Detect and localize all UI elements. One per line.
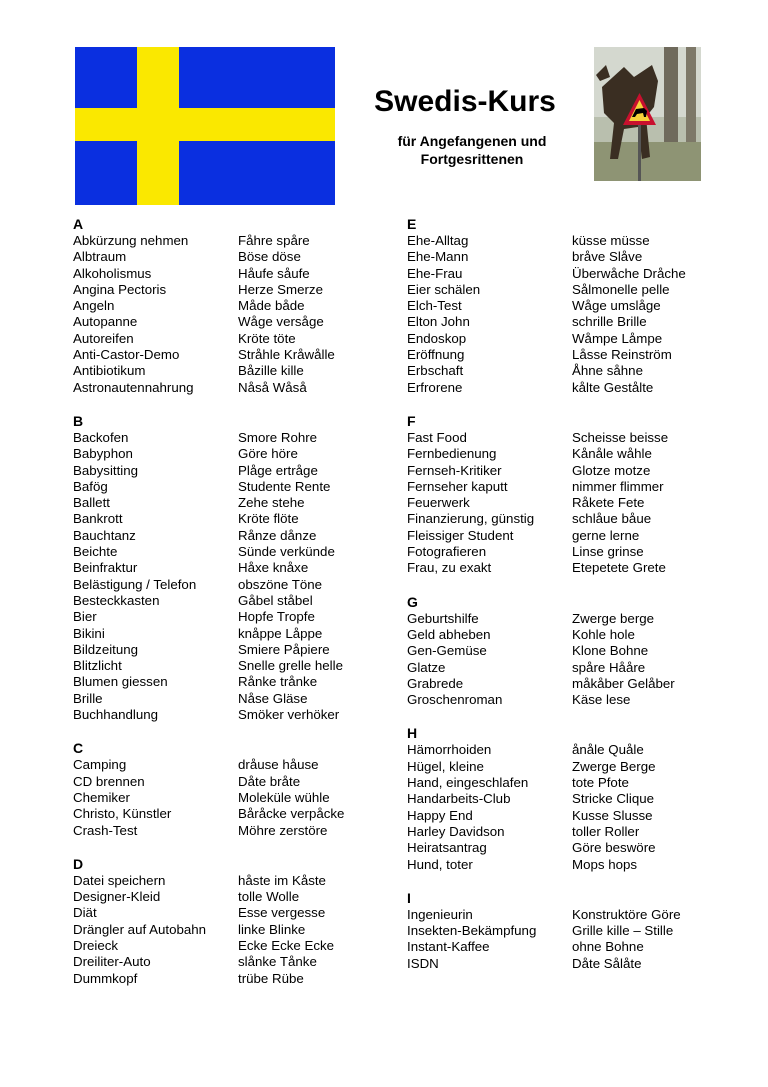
vocab-entry (407, 347, 707, 363)
german-term: Elton John (407, 314, 470, 330)
vocab-entry (73, 922, 373, 938)
letter-section (407, 890, 707, 972)
german-term: Ehe-Mann (407, 249, 469, 265)
vocab-entry (73, 626, 373, 642)
swedish-parody-term: Dåte bråte (238, 773, 301, 789)
section-letter-heading: C (73, 740, 84, 757)
swedish-parody-term: Göre beswöre (572, 840, 656, 856)
german-term: Glatze (407, 659, 446, 675)
vocab-entry (73, 560, 373, 576)
swedish-parody-term: Stråhle Kråwålle (238, 347, 335, 363)
vocab-entry (407, 430, 707, 446)
german-term: Autopanne (73, 314, 138, 330)
vocab-entry (73, 249, 373, 265)
vocab-entry (407, 759, 707, 775)
section-letter-heading: F (407, 412, 416, 429)
letter-section (73, 216, 373, 396)
german-term: Datei speichern (73, 872, 166, 888)
german-term: Fleissiger Student (407, 527, 514, 543)
german-term: Alkoholismus (73, 265, 152, 281)
german-term: Dreieck (73, 937, 119, 953)
german-term: Diät (73, 905, 97, 921)
vocab-entry (407, 528, 707, 544)
vocab-entry (407, 282, 707, 298)
page-title: Swedis-Kurs (374, 85, 556, 118)
vocab-entry (73, 774, 373, 790)
vocab-entry (407, 331, 707, 347)
swedish-parody-term: nimmer flimmer (572, 478, 664, 494)
swedish-parody-term: Måde både (238, 298, 305, 314)
vocab-entry (73, 479, 373, 495)
section-letter-heading: D (73, 855, 84, 872)
swedish-parody-term: Kusse Slusse (572, 807, 653, 823)
swedish-parody-term: trübe Rübe (238, 970, 304, 986)
vocab-entry (73, 873, 373, 889)
vocab-entry (73, 314, 373, 330)
swedish-parody-term: Stricke Clique (572, 791, 655, 807)
german-term: Antibiotikum (73, 363, 146, 379)
vocab-entry (73, 905, 373, 921)
swedish-parody-term: Dåte Sålåte (572, 955, 642, 971)
vocabulary-column-right (407, 216, 707, 972)
german-term: Ballett (73, 495, 110, 511)
german-term: Hügel, kleine (407, 758, 484, 774)
german-term: Crash-Test (73, 822, 138, 838)
german-term: Buchhandlung (73, 707, 159, 723)
swedish-parody-term: linke Blinke (238, 921, 306, 937)
german-term: Elch-Test (407, 298, 462, 314)
vocab-entry (73, 233, 373, 249)
swedish-parody-term: tolle Wolle (238, 889, 300, 905)
vocab-entry (407, 643, 707, 659)
swedish-parody-term: Nåse Gläse (238, 690, 308, 706)
german-term: Christo, Künstler (73, 806, 172, 822)
german-term: Fast Food (407, 429, 467, 445)
german-term: Bauchtanz (73, 527, 136, 543)
vocab-entry (407, 840, 707, 856)
german-term: Frau, zu exakt (407, 560, 492, 576)
swedish-parody-term: Sålmonelle pelle (572, 281, 670, 297)
swedish-parody-term: spåre Hååre (572, 659, 646, 675)
vocab-entry (73, 380, 373, 396)
vocab-entry (407, 249, 707, 265)
swedish-parody-term: Zehe stehe (238, 495, 305, 511)
vocab-entry (73, 971, 373, 987)
page-subtitle: für Angefangenen und Fortgesrittenen (397, 133, 547, 167)
vocab-entry (407, 907, 707, 923)
swedish-parody-term: Smiere Påpiere (238, 641, 330, 657)
german-term: Gen-Gemüse (407, 643, 487, 659)
swedish-parody-term: bråve Slåve (572, 249, 643, 265)
german-term: Bildzeitung (73, 641, 139, 657)
vocab-entry (407, 676, 707, 692)
letter-section (407, 216, 707, 396)
vocab-entry (73, 446, 373, 462)
vocab-entry (73, 609, 373, 625)
vocab-entry (73, 642, 373, 658)
swedish-parody-term: kålte Gestålte (572, 379, 654, 395)
german-term: Bier (73, 609, 97, 625)
letter-section (73, 740, 373, 838)
german-term: Designer-Kleid (73, 889, 161, 905)
swedish-parody-term: Käse lese (572, 692, 631, 708)
swedish-parody-term: Scheisse beisse (572, 429, 669, 445)
swedish-parody-term: toller Roller (572, 823, 640, 839)
swedish-parody-term: Sünde verkünde (238, 544, 335, 560)
german-term: Dreiliter-Auto (73, 954, 151, 970)
letter-section (407, 413, 707, 577)
swedish-parody-term: Rånke trånke (238, 674, 318, 690)
swedish-parody-term: Nåså Wåså (238, 379, 307, 395)
german-term: Belästigung / Telefon (73, 576, 197, 592)
vocab-entry (407, 479, 707, 495)
section-letter-heading: I (407, 889, 411, 906)
vocab-entry (73, 463, 373, 479)
vocab-entry (407, 923, 707, 939)
vocab-entry (73, 544, 373, 560)
swedish-parody-term: gerne lerne (572, 527, 640, 543)
german-term: Fotografieren (407, 544, 487, 560)
german-term: Endoskop (407, 330, 467, 346)
german-term: Backofen (73, 429, 129, 445)
vocab-entry (407, 627, 707, 643)
swedish-parody-term: Kohle hole (572, 626, 635, 642)
vocab-entry (407, 233, 707, 249)
german-term: ISDN (407, 955, 439, 971)
german-term: Fernseher kaputt (407, 478, 508, 494)
german-term: Dummkopf (73, 970, 138, 986)
vocab-entry (407, 446, 707, 462)
german-term: Harley Davidson (407, 823, 505, 839)
swedish-parody-term: Möhre zerstöre (238, 822, 328, 838)
vocab-entry (407, 560, 707, 576)
vocab-entry (73, 430, 373, 446)
vocab-entry (407, 939, 707, 955)
german-term: Hand, eingeschlafen (407, 775, 529, 791)
swedish-parody-term: Råkete Fete (572, 495, 645, 511)
vocab-entry (407, 298, 707, 314)
swedish-parody-term: Konstruktöre Göre (572, 906, 681, 922)
swedish-parody-term: Båzille kille (238, 363, 304, 379)
german-term: Anti-Castor-Demo (73, 347, 180, 363)
german-term: Instant-Kaffee (407, 939, 490, 955)
vocab-entry (407, 692, 707, 708)
swedish-parody-term: Göre höre (238, 446, 298, 462)
vocab-entry (73, 938, 373, 954)
vocab-entry (407, 495, 707, 511)
vocab-entry (73, 757, 373, 773)
swedish-parody-term: Wåge umslåge (572, 298, 661, 314)
letter-section (73, 856, 373, 987)
vocab-entry (73, 674, 373, 690)
swedish-parody-term: Zwerge Berge (572, 758, 656, 774)
swedish-parody-term: slånke Tånke (238, 954, 317, 970)
vocab-entry (407, 775, 707, 791)
vocab-entry (73, 282, 373, 298)
swedish-parody-term: Esse vergesse (238, 905, 326, 921)
vocab-entry (407, 463, 707, 479)
german-term: Heiratsantrag (407, 840, 487, 856)
vocab-entry (407, 857, 707, 873)
vocab-entry (73, 528, 373, 544)
swedish-parody-term: Wåge versåge (238, 314, 324, 330)
section-letter-heading: G (407, 593, 418, 610)
german-term: Ingenieurin (407, 906, 473, 922)
german-term: Eröffnung (407, 347, 465, 363)
german-term: Autoreifen (73, 330, 134, 346)
german-term: Erfrorene (407, 379, 463, 395)
vocab-entry (73, 823, 373, 839)
vocab-entry (407, 314, 707, 330)
swedish-parody-term: Rånze dånze (238, 527, 317, 543)
german-term: Camping (73, 757, 127, 773)
german-term: Beichte (73, 544, 118, 560)
german-term: CD brennen (73, 773, 145, 789)
vocab-entry (73, 495, 373, 511)
swedish-parody-term: Plåge ertråge (238, 462, 318, 478)
section-letter-heading: A (73, 216, 84, 232)
german-term: Blitzlicht (73, 658, 122, 674)
german-term: Insekten-Bekämpfung (407, 923, 537, 939)
swedish-parody-term: tote Pfote (572, 775, 629, 791)
swedish-parody-term: Håxe knåxe (238, 560, 309, 576)
german-term: Astronautennahrung (73, 379, 194, 395)
vocab-entry (73, 331, 373, 347)
german-term: Feuerwerk (407, 495, 470, 511)
german-term: Bafög (73, 478, 108, 494)
german-term: Geld abheben (407, 626, 491, 642)
letter-section (407, 594, 707, 709)
swedish-parody-term: dråuse håuse (238, 757, 319, 773)
vocab-entry (407, 791, 707, 807)
vocab-entry (407, 611, 707, 627)
swedish-parody-term: Låsse Reinström (572, 347, 672, 363)
swedish-parody-term: Ecke Ecke Ecke (238, 937, 335, 953)
swedish-parody-term: ånåle Quåle (572, 742, 644, 758)
swedish-parody-term: Kröte töte (238, 330, 296, 346)
swedish-parody-term: Mops hops (572, 856, 638, 872)
swedish-parody-term: Moleküle wühle (238, 789, 330, 805)
vocab-entry (73, 806, 373, 822)
swedish-parody-term: Etepetete Grete (572, 560, 666, 576)
swedish-parody-term: Überwåche Dråche (572, 265, 686, 281)
german-term: Fernseh-Kritiker (407, 462, 502, 478)
vocab-entry (407, 824, 707, 840)
german-term: Beinfraktur (73, 560, 138, 576)
vocabulary-column-left (73, 216, 373, 987)
vocab-entry (73, 266, 373, 282)
german-term: Bikini (73, 625, 105, 641)
german-term: Finanzierung, günstig (407, 511, 535, 527)
german-term: Happy End (407, 807, 473, 823)
vocab-entry (407, 742, 707, 758)
swedish-parody-term: knåppe Låppe (238, 625, 323, 641)
swedish-parody-term: Gåbel ståbel (238, 592, 313, 608)
german-term: Handarbeits-Club (407, 791, 511, 807)
german-term: Grabrede (407, 675, 464, 691)
vocab-entry (73, 347, 373, 363)
german-term: Angeln (73, 298, 115, 314)
swedish-parody-term: Zwerge berge (572, 610, 655, 626)
swedish-parody-term: Håufe såufe (238, 265, 310, 281)
vocab-entry (73, 298, 373, 314)
swedish-parody-term: Linse grinse (572, 544, 644, 560)
vocab-entry (407, 544, 707, 560)
vocab-entry (73, 707, 373, 723)
swedish-parody-term: Kröte flöte (238, 511, 299, 527)
vocab-entry (73, 593, 373, 609)
vocab-entry (73, 363, 373, 379)
section-letter-heading: E (407, 216, 417, 232)
vocab-entry (407, 266, 707, 282)
vocab-entry (73, 691, 373, 707)
swedish-parody-term: Grille kille – Stille (572, 923, 674, 939)
swedish-parody-term: Kånåle wåhle (572, 446, 652, 462)
swedish-parody-term: Böse döse (238, 249, 301, 265)
vocab-entry (407, 380, 707, 396)
swedish-parody-term: Herze Smerze (238, 281, 323, 297)
letter-section (407, 725, 707, 872)
german-term: Hund, toter (407, 856, 473, 872)
german-term: Babyphon (73, 446, 133, 462)
vocab-entry (73, 954, 373, 970)
vocab-entry (73, 889, 373, 905)
german-term: Groschenroman (407, 692, 503, 708)
swedish-parody-term: håste im Kåste (238, 872, 326, 888)
vocab-entry (73, 511, 373, 527)
letter-section (73, 413, 373, 723)
vocab-entry (407, 511, 707, 527)
german-term: Bankrott (73, 511, 123, 527)
german-term: Besteckkasten (73, 592, 160, 608)
german-term: Eier schälen (407, 281, 481, 297)
german-term: Erbschaft (407, 363, 464, 379)
swedish-parody-term: schrille Brille (572, 314, 647, 330)
swedish-parody-term: Smöker verhöker (238, 707, 340, 723)
german-term: Albtraum (73, 249, 127, 265)
german-term: Abkürzung nehmen (73, 233, 189, 248)
swedish-parody-term: måkåber Gelåber (572, 675, 675, 691)
vocab-entry (407, 956, 707, 972)
german-term: Ehe-Frau (407, 265, 463, 281)
vocab-entry (73, 658, 373, 674)
section-letter-heading: B (73, 412, 84, 429)
german-term: Blumen giessen (73, 674, 168, 690)
swedish-parody-term: Smore Rohre (238, 429, 318, 445)
vocab-entry (407, 808, 707, 824)
vocab-entry (73, 577, 373, 593)
swedish-parody-term: Studente Rente (238, 478, 331, 494)
swedish-parody-term: Snelle grelle helle (238, 658, 343, 674)
moose-warning-sign-photo (594, 47, 701, 181)
swedish-parody-term: Åhne såhne (572, 363, 643, 379)
swedish-parody-term: ohne Bohne (572, 939, 644, 955)
german-term: Brille (73, 690, 103, 706)
swedish-parody-term: schlåue båue (572, 511, 652, 527)
german-term: Ehe-Alltag (407, 233, 469, 248)
swedish-parody-term: Hopfe Tropfe (238, 609, 315, 625)
german-term: Babysitting (73, 462, 139, 478)
german-term: Chemiker (73, 789, 130, 805)
german-term: Angina Pectoris (73, 281, 167, 297)
swedish-parody-term: Klone Bohne (572, 643, 649, 659)
vocab-entry (407, 660, 707, 676)
swedish-parody-term: Båråcke verpåcke (238, 806, 345, 822)
german-term: Drängler auf Autobahn (73, 921, 207, 937)
vocab-entry (73, 790, 373, 806)
section-letter-heading: H (407, 725, 418, 742)
swedish-parody-term: küsse müsse (572, 233, 650, 248)
swedish-parody-term: Glotze motze (572, 462, 651, 478)
swedish-parody-term: Wåmpe Låmpe (572, 330, 663, 346)
german-term: Hämorrhoiden (407, 742, 492, 758)
swedish-parody-term: obszöne Töne (238, 576, 323, 592)
swedish-flag (75, 47, 335, 205)
german-term: Geburtshilfe (407, 610, 479, 626)
swedish-parody-term: Fåhre spåre (238, 233, 310, 248)
german-term: Fernbedienung (407, 446, 497, 462)
vocab-entry (407, 363, 707, 379)
